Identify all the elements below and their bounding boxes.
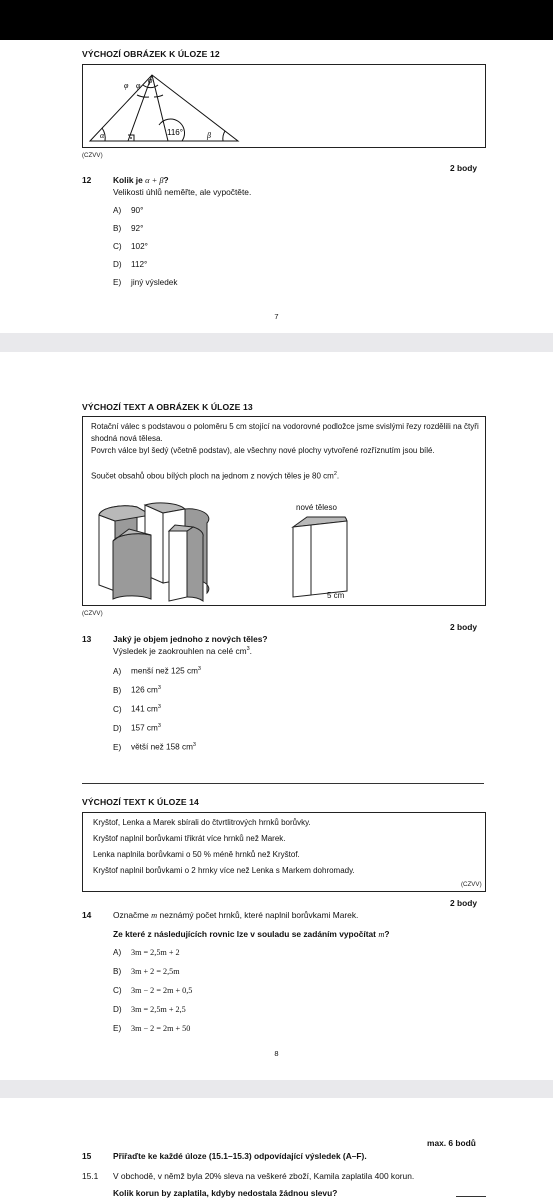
question13-number: 13 (82, 634, 92, 644)
option-c (113, 242, 148, 251)
option-letter: D) (113, 1005, 122, 1014)
q14-suffix: neznámý počet hrnků, které naplnil borůvkami Marek. (157, 910, 359, 920)
points13-label: 2 body (450, 622, 477, 632)
text14-line-3: Lenka naplnila borůvkami o 50 % méně hrnků než Kryštof. (93, 850, 300, 859)
subquestion-text: V obchodě, v němž byla 20% sleva na veškeré zboží, Kamila zaplatila 400 korun. (113, 1171, 415, 1181)
subquestion-question: Kolik korun by zaplatila, kdyby nedostala žádnou slevu? (113, 1188, 338, 1198)
section-heading-12: VÝCHOZÍ OBRÁZEK K ÚLOZE 12 (82, 49, 220, 59)
option-text: 102° (131, 242, 148, 251)
q13-sub-prefix: Výsledek je zaokrouhlen na celé cm (113, 646, 247, 656)
option13-d (113, 723, 161, 733)
option-letter: E) (113, 1024, 122, 1033)
option-a (113, 206, 143, 215)
phi-label-3: φ (148, 76, 153, 85)
angle-label: 116° (167, 128, 183, 137)
points14-label: 2 body (450, 898, 477, 908)
option-text: 3m = 2,5m + 2 (131, 948, 180, 957)
q13-sub-suffix: . (249, 646, 252, 656)
figure-box-13 (82, 416, 486, 606)
option-text: 3m + 2 = 2,5m (131, 967, 180, 976)
option-letter: C) (113, 242, 122, 251)
option14-b (113, 967, 180, 976)
option-sup: 3 (192, 742, 196, 748)
new-body-figure (289, 515, 369, 601)
triangle-figure (83, 65, 485, 147)
q14-bold-var: m (378, 930, 385, 939)
phi-label-2: φ (136, 81, 141, 90)
option-letter: A) (113, 948, 122, 957)
option-sup: 3 (157, 685, 161, 691)
points-label: 2 body (450, 163, 477, 173)
option-letter: B) (113, 224, 122, 233)
option-letter: D) (113, 260, 122, 269)
source14-label: (CZVV) (461, 881, 482, 888)
option-letter: C) (113, 986, 122, 995)
option-sup: 3 (157, 723, 161, 729)
option-sup: 3 (197, 666, 201, 672)
source-label: (CZVV) (82, 152, 103, 159)
text14-line-2: Kryštof naplnil borůvkami třikrát více hrnků než Marek. (93, 834, 286, 843)
option-text: 3m − 2 = 2m + 0,5 (131, 986, 193, 995)
option-letter: B) (113, 685, 122, 695)
page-number: 7 (274, 312, 279, 321)
q14-bold-prefix: Ze které z následujících rovnic lze v souladu se zadáním vypočítat (113, 929, 379, 939)
question-number: 12 (82, 175, 92, 185)
q14-var: m (151, 911, 158, 920)
option14-c (113, 986, 192, 995)
option14-a (113, 948, 180, 957)
option-d (113, 260, 147, 269)
subquestion-number: 15.1 (82, 1171, 99, 1181)
option-sup: 3 (157, 704, 161, 710)
points15-label: max. 6 bodů (427, 1138, 476, 1148)
text13-p3-prefix: Součet obsahů obou bílých ploch na jednom z nových těles je 80 cm (91, 471, 334, 481)
question-text (113, 175, 169, 185)
text13-p3-suffix: . (336, 471, 340, 481)
option-letter: B) (113, 967, 122, 976)
q14-bold-suffix: ? (384, 929, 390, 939)
option-b (113, 224, 143, 233)
option14-d (113, 1005, 186, 1014)
document-page-9 (0, 1098, 553, 1200)
question-suffix: ? (163, 175, 169, 185)
option-text: 92° (131, 224, 144, 233)
figure-box-12 (82, 64, 486, 148)
text14-line-4: Kryštof naplnil borůvkami o 2 hrnky více než Lenka s Markem dohromady. (93, 866, 355, 875)
q14-prefix: Označme (113, 910, 152, 920)
question14-bold (113, 929, 390, 939)
option-text: menší než 125 cm (131, 666, 198, 676)
phi-label-1: φ (124, 81, 129, 90)
text13-paragraph-1: Rotační válec s podstavou o poloměru 5 cm stojící na vodorovné podložce jsme svislými řezy rozdělili na čtyři shodná nová tělesa. (91, 422, 479, 443)
question14-number: 14 (82, 910, 92, 920)
option-text: 126 cm (131, 685, 158, 695)
q13-sub-sup: 3 (246, 646, 250, 653)
option-letter: A) (113, 206, 122, 215)
alpha-label: α (100, 131, 105, 140)
option13-b (113, 685, 161, 695)
option-text: 90° (131, 206, 144, 215)
question15-text: Přiřaďte ke každé úloze (15.1–15.3) odpovídající výsledek (A–F). (113, 1151, 367, 1161)
text13-p3-sup: 2 (333, 471, 337, 477)
question14-text (113, 910, 358, 920)
question13-subtext (113, 646, 252, 656)
option-letter: D) (113, 723, 122, 733)
option-letter: C) (113, 704, 122, 714)
source13-label: (CZVV) (82, 610, 103, 617)
section-heading-13: VÝCHOZÍ TEXT A OBRÁZEK K ÚLOZE 13 (82, 402, 253, 412)
question13-text: Jaký je objem jednoho z nových těles? (113, 634, 268, 644)
option-text: 112° (131, 260, 148, 269)
text-box-14 (82, 812, 486, 892)
option-text: 157 cm (131, 723, 158, 733)
page-number: 8 (274, 1049, 279, 1058)
option-text: 3m = 2,5m + 2,5 (131, 1005, 186, 1014)
section-divider (82, 783, 484, 784)
new-body-label: nové těleso (296, 503, 337, 512)
option-text: 3m − 2 = 2m + 50 (131, 1024, 191, 1033)
option-letter: A) (113, 666, 122, 676)
text14-line-1: Kryštof, Lenka a Marek sbírali do čtvrtlitrových hrnků borůvky. (93, 818, 311, 827)
text13-paragraph-3 (91, 469, 481, 482)
document-page-8 (0, 352, 553, 1080)
option13-e (113, 742, 196, 752)
status-bar (0, 0, 553, 40)
option-text: větší než 158 cm (131, 742, 193, 752)
question-subtext: Velikosti úhlů neměřte, ale vypočtěte. (113, 187, 252, 197)
option-e (113, 278, 177, 287)
option-text: jiný výsledek (131, 278, 178, 287)
cut-cylinder-figure (89, 497, 219, 603)
option14-e (113, 1024, 190, 1033)
question15-number: 15 (82, 1151, 92, 1161)
option13-c (113, 704, 161, 714)
option13-a (113, 666, 201, 676)
option-letter: E) (113, 278, 122, 287)
question-prefix: Kolik je (113, 175, 146, 185)
question-math: α + β (145, 176, 164, 185)
section-heading-14: VÝCHOZÍ TEXT K ÚLOZE 14 (82, 797, 199, 807)
answer-line (456, 1196, 486, 1197)
beta-label: β (207, 131, 211, 140)
option-text: 141 cm (131, 704, 158, 714)
dimension-label: 5 cm (327, 591, 345, 600)
document-page-7 (0, 40, 553, 333)
option-letter: E) (113, 742, 122, 752)
text13-paragraph-2: Povrch válce byl šedý (včetně podstav), ale všechny nové plochy vytvořené rozříznutím jsou bílé. (91, 446, 435, 455)
